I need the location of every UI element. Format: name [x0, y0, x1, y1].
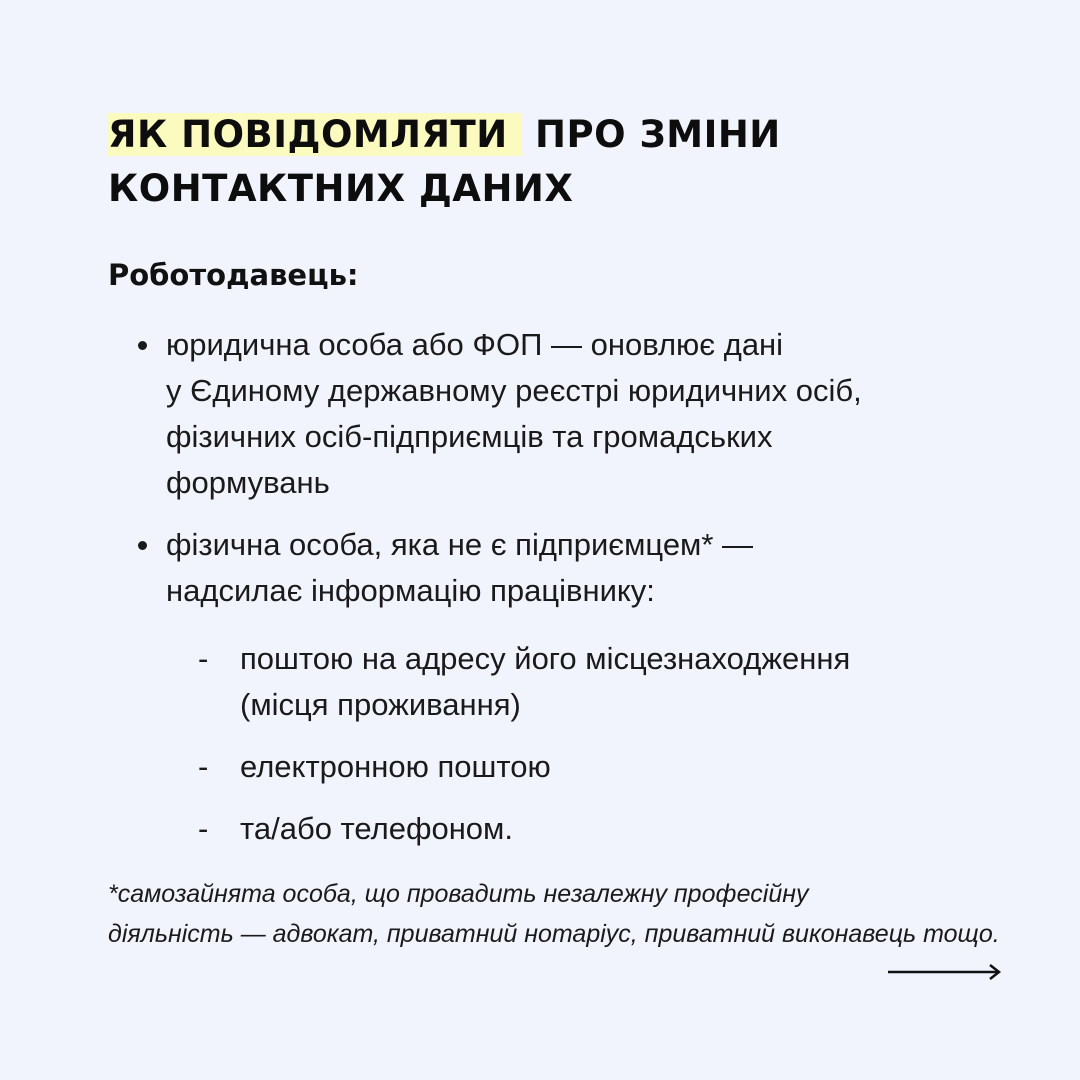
title-highlight: ЯК ПОВІДОМЛЯТИ [108, 113, 522, 156]
sub-line: (місця проживання) [240, 687, 521, 722]
bullet-line: фізичних осіб-підприємців та громадських [166, 419, 773, 454]
bullet-line: надсилає інформацію працівнику: [166, 573, 655, 608]
dash-marker: - [198, 749, 209, 784]
footnote-line: *самозайнята особа, що провадить незалежну професійну [108, 880, 809, 908]
bullet-dot-icon [138, 541, 147, 550]
sub-list [198, 636, 998, 852]
bullet-line: формувань [166, 465, 330, 500]
arrow-right-icon[interactable] [886, 962, 1004, 982]
title-line-2: КОНТАКТНИХ ДАНИХ [108, 167, 574, 210]
bullet-line: фізична особа, яка не є підприємцем* — [166, 527, 754, 562]
page-title [108, 108, 781, 216]
sub-line: поштою на адресу його місцезнаходження [240, 641, 851, 676]
dash-marker: - [198, 641, 209, 676]
bullet-line: юридична особа або ФОП — оновлює дані [166, 327, 784, 362]
footnote [108, 874, 1048, 954]
bullet-item-legal-entity [136, 322, 1016, 506]
sub-item-post [198, 636, 998, 728]
sub-item-email [198, 744, 998, 790]
sub-line: електронною поштою [240, 749, 551, 784]
section-heading: Роботодавець: [108, 258, 359, 292]
bullet-dot-icon [138, 341, 147, 350]
bullet-line: у Єдиному державному реєстрі юридичних осіб, [166, 373, 862, 408]
sub-line: та/або телефоном. [240, 811, 513, 846]
footnote-line: діяльність — адвокат, приватний нотаріус, приватний виконавець тощо. [108, 920, 1000, 948]
bullet-item-individual [136, 522, 1016, 614]
sub-item-phone [198, 806, 998, 852]
bullet-list [136, 322, 1016, 614]
dash-marker: - [198, 811, 209, 846]
title-rest: ПРО ЗМІНИ [535, 113, 781, 156]
